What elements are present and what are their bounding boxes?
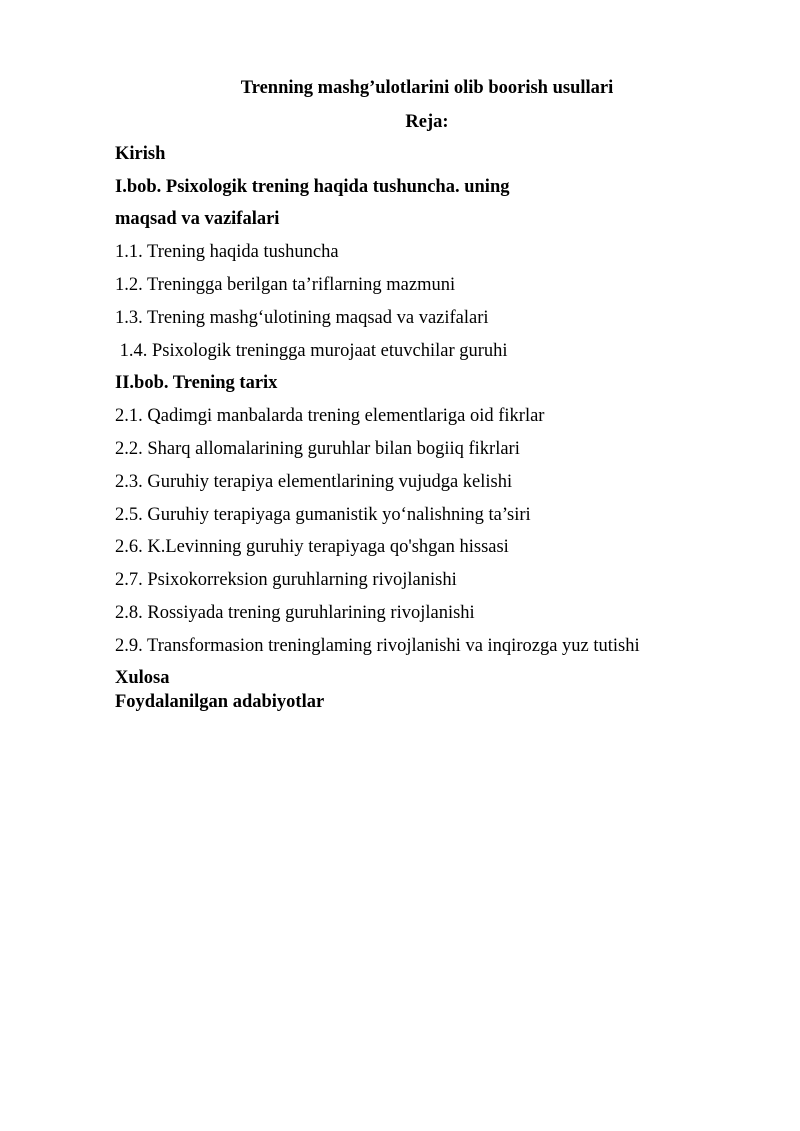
toc-item-2-8: 2.8. Rossiyada trening guruhlarining rivojlanishi xyxy=(115,603,475,623)
toc-item-1-2: 1.2. Treningga berilgan ta’riflarning mazmuni xyxy=(115,275,456,295)
toc-item-1-4: 1.4. Psixologik treningga murojaat etuvchilar guruhi xyxy=(115,341,508,361)
toc-item-chapter-1: I.bob. Psixologik trening haqida tushuncha. uning xyxy=(115,177,510,197)
toc-item-1-3: 1.3. Trening mashg‘ulotining maqsad va vazifalari xyxy=(115,308,489,328)
toc-item-conclusion: Xulosa xyxy=(115,668,170,688)
toc-item-2-7: 2.7. Psixokorreksion guruhlarning rivojlanishi xyxy=(115,570,457,590)
toc-item-intro: Kirish xyxy=(115,144,166,164)
toc-item-2-6: 2.6. K.Levinning guruhiy terapiyaga qo'shgan hissasi xyxy=(115,537,509,557)
toc-item-2-3: 2.3. Guruhiy terapiya elementlarining vujudga kelishi xyxy=(115,472,513,492)
toc-item-2-5: 2.5. Guruhiy terapiyaga gumanistik yo‘nalishning ta’siri xyxy=(115,505,531,525)
plan-heading: Reja: xyxy=(405,112,449,132)
toc-item-references: Foydalanilgan adabiyotlar xyxy=(115,692,325,712)
toc-item-2-9: 2.9. Transformasion treninglaming rivojlanishi va inqirozga yuz tutishi xyxy=(115,636,640,656)
toc-item-2-1: 2.1. Qadimgi manbalarda trening elementlariga oid fikrlar xyxy=(115,406,545,426)
document-title: Trenning mashg’ulotlarini olib boorish usullari xyxy=(240,78,614,98)
toc-item-chapter-1-cont: maqsad va vazifalari xyxy=(115,209,280,229)
toc-item-2-2: 2.2. Sharq allomalarining guruhlar bilan bogiiq fikrlari xyxy=(115,439,520,459)
toc-item-chapter-2: II.bob. Trening tarix xyxy=(115,373,278,393)
toc-item-1-1: 1.1. Trening haqida tushuncha xyxy=(115,242,339,262)
